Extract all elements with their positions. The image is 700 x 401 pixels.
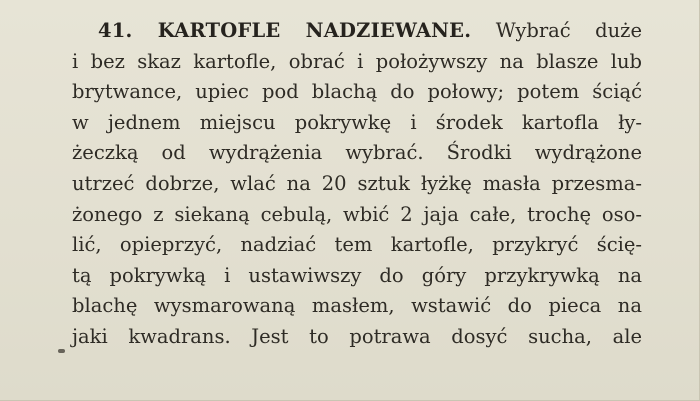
recipe-heading: 41. KARTOFLE NADZIEWANE. bbox=[98, 19, 472, 42]
recipe-line: i bez skaz kartofle, obrać i położywszy na blasze lub bbox=[72, 49, 642, 73]
recipe-line: lić, opieprzyć, nadziać tem kartofle, przykryć ścię- bbox=[72, 233, 642, 257]
recipe-line: jaki kwadrans. Jest to potrawa dosyć sucha, ale bbox=[72, 324, 642, 348]
recipe-line: w jednem miejscu pokrywkę i środek kartofla ły- bbox=[72, 110, 642, 134]
recipe-line: blachę wysmarowaną masłem, wstawić do pieca na bbox=[72, 294, 642, 318]
recipe-line: żonego z siekaną cebulą, wbić 2 jaja całe, trochę oso- bbox=[72, 202, 642, 226]
recipe-intro-text: Wybrać duże bbox=[495, 19, 642, 42]
recipe-first-line bbox=[72, 16, 642, 47]
ink-speck bbox=[58, 349, 65, 353]
recipe-line: tą pokrywką i ustawiwszy do góry przykrywką na bbox=[72, 263, 642, 287]
recipe-line: brytwance, upiec pod blachą do połowy; potem ściąć bbox=[72, 80, 642, 104]
recipe-text bbox=[72, 16, 642, 353]
recipe-line: żeczką od wydrążenia wybrać. Środki wydrążone bbox=[72, 141, 642, 165]
recipe-line: utrzeć dobrze, wlać na 20 sztuk łyżkę masła przesma- bbox=[72, 171, 642, 195]
